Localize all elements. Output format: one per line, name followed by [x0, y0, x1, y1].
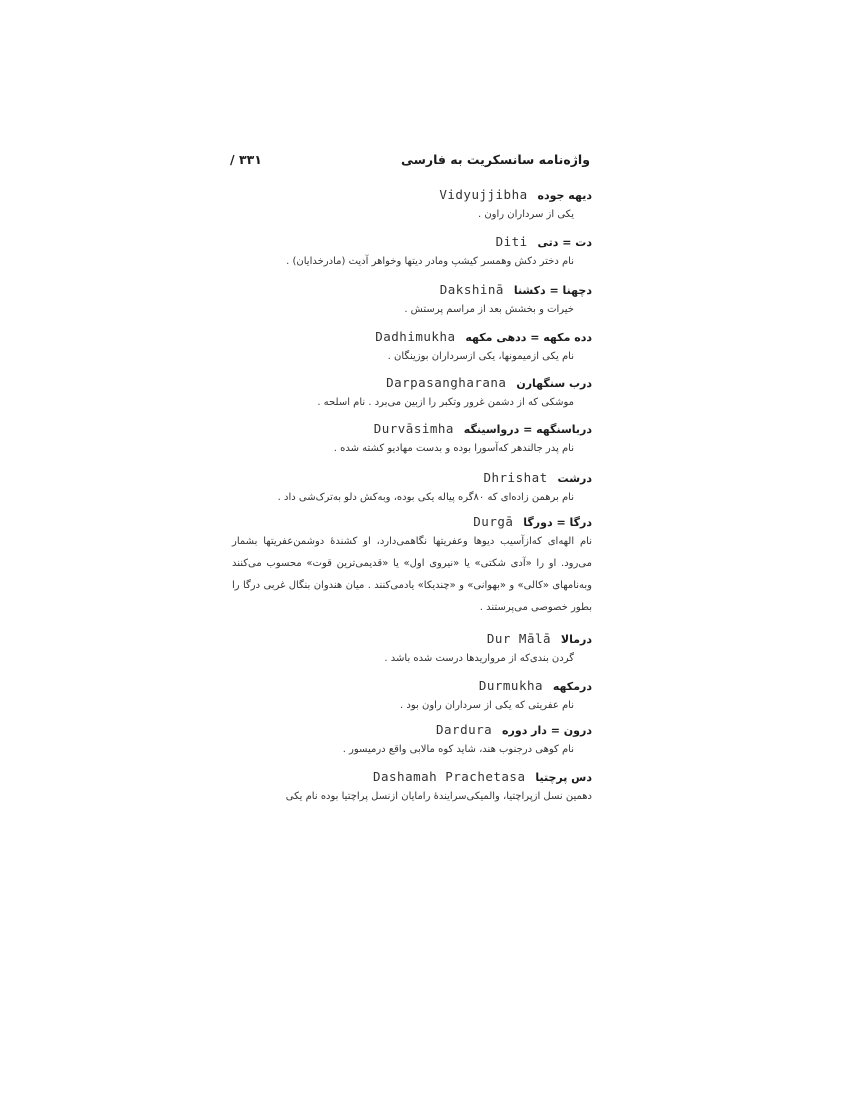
header-separator: / — [230, 152, 235, 167]
entry-headword — [232, 233, 592, 251]
dictionary-entry — [232, 630, 592, 670]
headword-persian: درمکهه — [552, 680, 592, 693]
headword-persian: درمالا — [560, 633, 592, 646]
dictionary-entry — [232, 281, 592, 321]
dictionary-entry — [232, 233, 592, 273]
page-number-group — [230, 152, 262, 167]
dictionary-entry — [232, 186, 592, 226]
dictionary-entry — [232, 721, 592, 761]
entry-headword — [232, 328, 592, 346]
entry-definition: گردن بندی‌که از مرواریدها درست شده باشد . — [384, 653, 574, 664]
headword-persian: درب سنگهارن — [516, 377, 592, 390]
dictionary-entry — [232, 768, 592, 808]
headword-latin: Durgā — [473, 514, 514, 529]
dictionary-entry — [232, 374, 592, 414]
headword-latin: Dur Mālā — [486, 631, 552, 646]
dictionary-entry — [232, 469, 592, 509]
headword-latin: Diti — [495, 234, 528, 249]
entry-headword — [232, 768, 592, 786]
dictionary-entry — [232, 513, 592, 619]
entry-headword — [232, 513, 592, 531]
dictionary-entry — [232, 420, 592, 460]
headword-persian: درشت — [557, 472, 592, 485]
entry-definition: نام برهمن زاده‌ای که ۸۰گره پیاله یکی بوده، وبه‌کش دلو به‌ترک‌شی داد . — [277, 492, 574, 503]
headword-persian: دیهه جوده — [537, 189, 592, 202]
headword-latin: Dadhimukha — [375, 329, 456, 344]
headword-latin: Dakshinā — [439, 282, 504, 297]
headword-latin: Dashamah Prachetasa — [372, 769, 526, 784]
entry-definition: نام دختر دکش وهمسر کیشپ ومادر دیتها وخواهر آدیت (مادرخدایان) . — [286, 256, 574, 267]
headword-persian: درون = دار دوره — [502, 724, 592, 737]
entry-definition: خیرات و بخشش بعد از مراسم پرستش . — [404, 304, 574, 315]
headword-persian: درگا = دورگا — [523, 516, 592, 529]
entry-headword — [232, 677, 592, 695]
entry-definition: نام پدر جالندهر که‌آسورا بوده و بدست مهادیو کشته شده . — [333, 443, 574, 454]
header-title: واژه‌نامه سانسکریت به فارسی — [400, 152, 590, 167]
headword-persian: دچهنا = دکشنا — [513, 284, 592, 297]
entry-headword — [232, 420, 592, 438]
entry-definition: نام عفریتی که یکی از سرداران راون بود . — [400, 700, 574, 711]
headword-latin: Dardura — [436, 722, 493, 737]
page-number: ۳۳۱ — [238, 152, 262, 167]
headword-latin: Dhrishat — [483, 470, 548, 485]
dictionary-entry — [232, 677, 592, 717]
headword-latin: Vidyujjibha — [439, 187, 528, 202]
headword-persian: دت = دتی — [537, 236, 592, 249]
entry-headword — [232, 281, 592, 299]
dictionary-entry — [232, 328, 592, 368]
entry-headword — [232, 469, 592, 487]
entry-definition: نام یکی ازمیمونها، یکی ازسرداران بوزینگان . — [387, 351, 574, 362]
headword-persian: دده مکهه = ددهی مکهه — [465, 331, 592, 344]
entry-headword — [232, 374, 592, 392]
entry-definition: دهمین نسل ازپراچتیا، والمیکی‌سرایندهٔ رامایان ازنسل پراچتیا بوده نام یکی — [285, 791, 592, 802]
entry-definition: یکی از سرداران راون . — [477, 209, 574, 220]
entry-definition: نام الهه‌ای که‌ازآسیب دیوها وعفریتها نگاهمی‌دارد، او کشندهٔ دوشمن‌عفریتها بشمار می‌رود. او را «آدی شکتی» یا «نیروی اول» یا «قدیمی‌ترین قوت» محسوب می‌کنند وبه‌نامهای «کالی» و «بهوانی» و «چندیکا» یادمی‌کنند . میان هندوان بنگال غربی درگا را بطور خصوصی می‌پرستند . — [232, 536, 592, 613]
entry-definition: موشکی که از دشمن غرور وتکبر را ازبین می‌برد . نام اسلحه . — [317, 397, 574, 408]
headword-persian: درباسنگهه = درواسینگه — [463, 423, 592, 436]
headword-latin: Darpasangharana — [386, 375, 507, 390]
headword-latin: Durmukha — [478, 678, 544, 693]
entry-headword — [232, 630, 592, 648]
headword-persian: دس پرچتیا — [535, 771, 592, 784]
entry-headword — [232, 186, 592, 204]
entry-headword — [232, 721, 592, 739]
running-header — [230, 152, 590, 172]
headword-latin: Durvāsimha — [373, 421, 454, 436]
entry-definition: نام کوهی درجنوب هند، شاید کوه مالابی واقع درمیسور . — [342, 744, 574, 755]
